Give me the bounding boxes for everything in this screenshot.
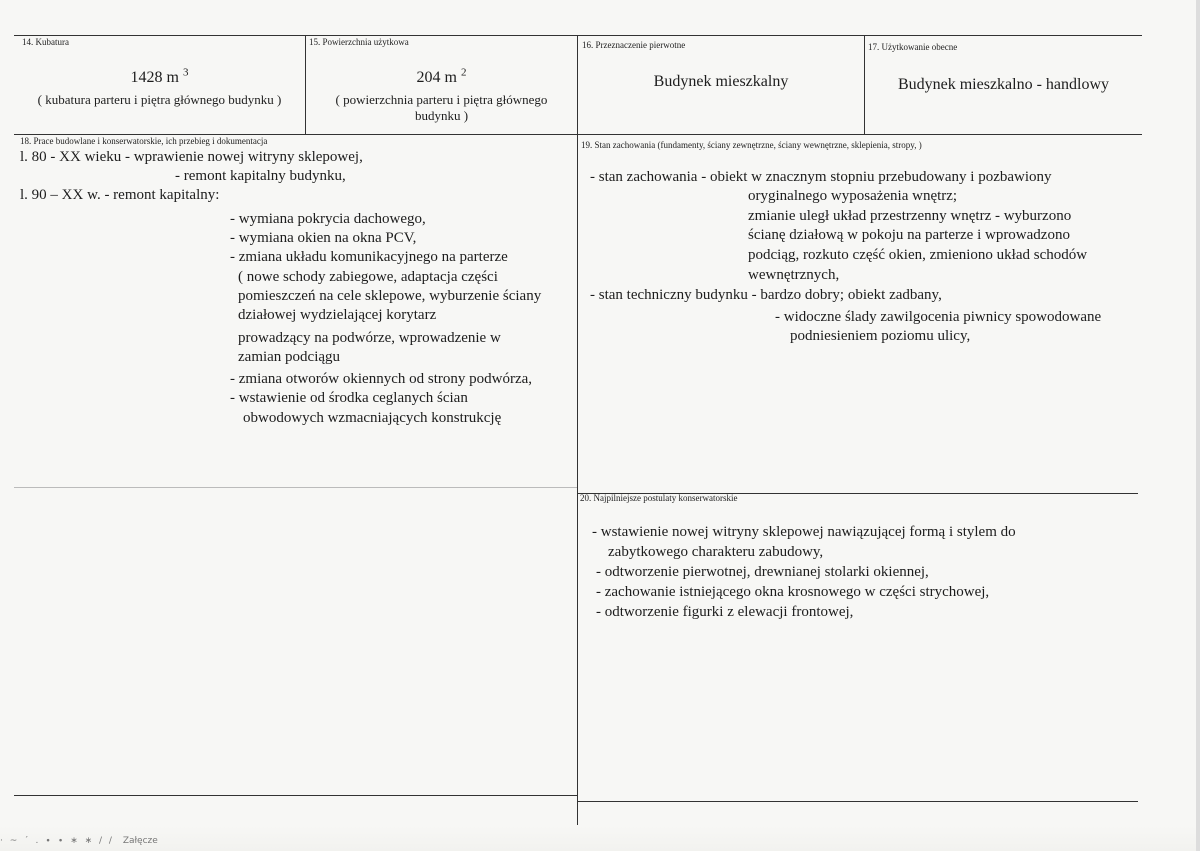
prace-line: - wstawienie od środka ceglanych ścian: [230, 390, 468, 406]
prace-line: działowej wydzielającej korytarz: [238, 307, 437, 323]
przeznaczenie-value: Budynek mieszkalny: [653, 73, 789, 90]
postulaty-line: - odtworzenie figurki z elewacji frontowej,: [596, 604, 854, 620]
prace-line: zamian podciągu: [238, 349, 341, 365]
powierzchnia-label: 15. Powierzchnia użytkowa: [309, 37, 409, 47]
stan-line: podciąg, rozkuto część okien, zmieniono układ schodów: [748, 247, 1088, 263]
stan-line: ścianę działową w pokoju na parterze i wprowadzono: [748, 227, 1070, 243]
scan-right-edge: [1196, 0, 1200, 851]
scan-strip-text: Załęcze: [122, 836, 158, 846]
postulaty-line: - odtworzenie pierwotnej, drewnianej stolarki okiennej,: [596, 564, 929, 580]
stan-line: podniesieniem poziomu ulicy,: [790, 328, 971, 344]
kubatura-value: [14, 68, 305, 87]
prace-line: - zmiana otworów okiennych od strony podwórza,: [230, 371, 533, 387]
prace-line: - remont kapitalny budynku,: [175, 168, 346, 184]
powierzchnia-note-2: budynku ): [414, 108, 469, 123]
postulaty-line: - zachowanie istniejącego okna krosnowego w części strychowej,: [596, 584, 990, 600]
top-border-line: [14, 35, 1142, 36]
prace-line: - wymiana okien na okna PCV,: [230, 230, 417, 246]
stan-line: zmianie uległ układ przestrzenny wnętrz - wyburzono: [748, 208, 1072, 224]
kubatura-label: 14. Kubatura: [22, 37, 69, 47]
przeznaczenie-label: 16. Przeznaczenie pierwotne: [582, 40, 686, 50]
divider-main: [577, 35, 578, 825]
powierzchnia-value: [306, 68, 577, 87]
prace-line: ( nowe schody zabiegowe, adaptacja części: [238, 269, 498, 285]
prace-line: - zmiana układu komunikacyjnego na parterze: [230, 249, 508, 265]
stan-label: 19. Stan zachowania (fundamenty, ściany zewnętrzne, ściany wewnętrzne, sklepienia, stropy, ): [581, 140, 922, 150]
prace-line: prowadzący na podwórze, wprowadzenie w: [238, 330, 501, 346]
prace-line: - wymiana pokrycia dachowego,: [230, 211, 426, 227]
kubatura-sup: 3: [182, 66, 189, 79]
scan-strip: · ~ ´ . ∙ ∙ ∗ ∗ / / Załęcze: [0, 836, 158, 846]
stan-line: oryginalnego wyposażenia wnętrz;: [748, 188, 958, 204]
prace-line: obwodowych wzmacniających konstrukcję: [243, 410, 502, 426]
stan-line: - widoczne ślady zawilgocenia piwnicy spowodowane: [775, 309, 1102, 325]
postulaty-line: zabytkowego charakteru zabudowy,: [608, 544, 824, 560]
prace-line: pomieszczeń na cele sklepowe, wyburzenie ściany: [238, 288, 542, 304]
row2-left-bottom-line: [14, 487, 577, 488]
prace-line: l. 80 - XX wieku - wprawienie nowej witryny sklepowej,: [20, 149, 363, 165]
kubatura-note: ( kubatura parteru i piętra głównego budynku ): [37, 92, 282, 107]
stan-line: - stan zachowania - obiekt w znacznym stopniu przebudowany i pozbawiony: [590, 169, 1052, 185]
prace-line: l. 90 – XX w. - remont kapitalny:: [20, 187, 220, 203]
bottom-line-right: [578, 801, 1138, 802]
powierzchnia-number: 204 m: [416, 69, 457, 86]
prace-label: 18. Prace budowlane i konserwatorskie, ich przebieg i dokumentacja: [20, 136, 268, 146]
stan-line: - stan techniczny budynku - bardzo dobry; obiekt zadbany,: [590, 287, 942, 303]
kubatura-number: 1428 m: [130, 69, 179, 86]
postulaty-label: 20. Najpilniejsze postulaty konserwatorskie: [580, 493, 738, 503]
uzytkowanie-label: 17. Użytkowanie obecne: [868, 42, 958, 52]
bottom-line-left: [14, 795, 577, 796]
postulaty-line: - wstawienie nowej witryny sklepowej nawiązującej formą i stylem do: [592, 524, 1016, 540]
powierzchnia-note-1: ( powierzchnia parteru i piętra głównego: [335, 92, 548, 107]
row1-bottom-line: [14, 134, 1142, 135]
powierzchnia-sup: 2: [460, 66, 467, 79]
uzytkowanie-value: Budynek mieszkalno - handlowy: [897, 76, 1110, 93]
stan-line: wewnętrznych,: [748, 267, 840, 283]
